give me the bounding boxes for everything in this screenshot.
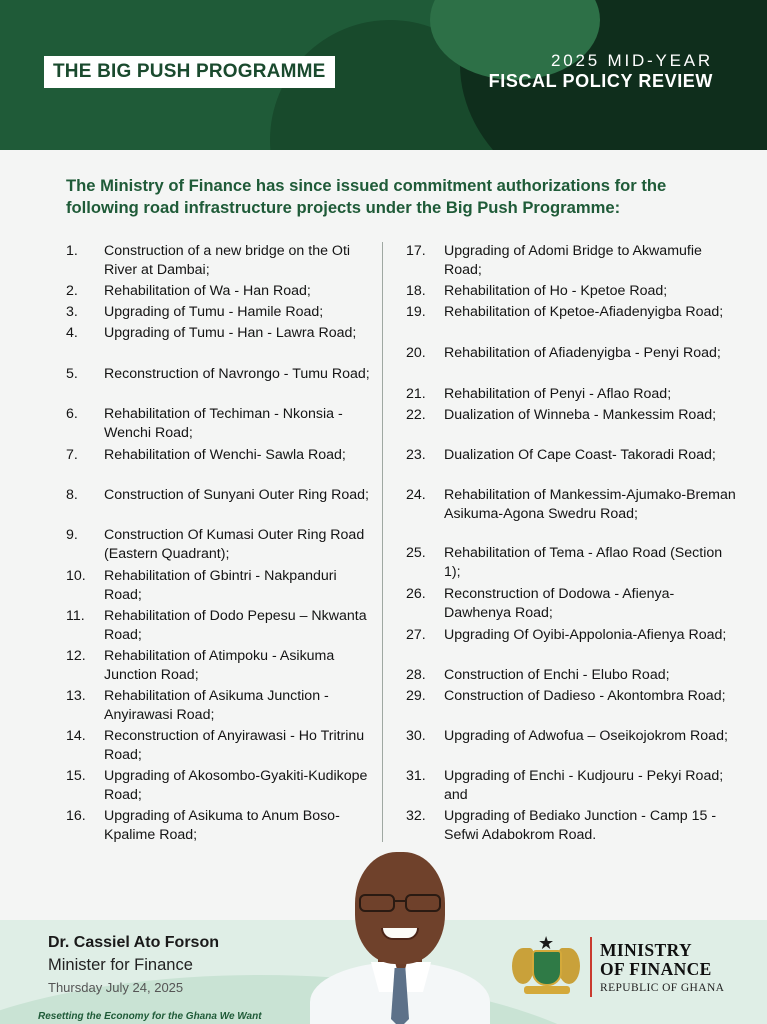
item-number: 29. (406, 688, 426, 704)
list-item (406, 303, 723, 322)
item-number: 9. (66, 527, 78, 543)
item-text: Rehabilitation of Atimpoku - Asikuma Junction Road; (104, 648, 335, 683)
item-text: Rehabilitation of Wa - Han Road; (104, 283, 311, 299)
item-text: Rehabilitation of Dodo Pepesu – Nkwanta Road; (104, 608, 367, 643)
item-text: Upgrading of Adwofua – Oseikojokrom Road; (444, 728, 728, 744)
list-item (406, 666, 670, 685)
item-text: Construction of Dadieso - Akontombra Road; (444, 688, 726, 704)
item-number: 2. (66, 283, 78, 299)
item-text: Dualization Of Cape Coast- Takoradi Road; (444, 447, 716, 463)
crest-base (524, 986, 570, 994)
item-number: 1. (66, 243, 78, 259)
item-number: 6. (66, 406, 78, 422)
item-text: Dualization of Winneba - Mankessim Road; (444, 407, 717, 423)
item-text: Construction of Sunyani Outer Ring Road; (104, 487, 369, 503)
list-item (406, 242, 736, 279)
list-item (66, 607, 371, 644)
list-item (406, 727, 728, 746)
item-number: 26. (406, 586, 426, 602)
star-icon: ★ (538, 933, 555, 953)
header-banner (0, 0, 767, 150)
slogan: Resetting the Economy for the Ghana We Want (38, 1011, 262, 1022)
item-number: 15. (66, 768, 86, 784)
minister-portrait (290, 850, 510, 1024)
item-text: Upgrading of Bediako Junction - Camp 15 - Sefwi Adabokrom Road. (444, 808, 717, 843)
item-text: Upgrading of Tumu - Hamile Road; (104, 304, 324, 320)
item-number: 14. (66, 728, 86, 744)
item-number: 19. (406, 304, 426, 320)
column-divider (382, 242, 383, 842)
item-number: 17. (406, 243, 426, 259)
item-number: 31. (406, 768, 426, 784)
list-item (66, 526, 371, 563)
list-item (66, 486, 369, 505)
item-number: 28. (406, 667, 426, 683)
item-number: 7. (66, 447, 78, 463)
item-number: 4. (66, 325, 78, 341)
list-item (66, 767, 371, 804)
list-item (66, 807, 371, 844)
item-text: Rehabilitation of Techiman - Nkonsia - Wenchi Road; (104, 406, 343, 441)
list-item (406, 585, 736, 622)
item-text: Construction of Enchi - Elubo Road; (444, 667, 670, 683)
list-item (406, 446, 716, 465)
list-item (66, 647, 371, 684)
item-number: 30. (406, 728, 426, 744)
minister-title: Minister for Finance (48, 956, 193, 974)
item-number: 12. (66, 648, 86, 664)
list-item (66, 324, 356, 343)
review-year: 2025 MID-YEAR (550, 51, 713, 70)
minister-name: Dr. Cassiel Ato Forson (48, 934, 219, 951)
item-number: 23. (406, 447, 426, 463)
list-item (66, 687, 371, 724)
item-text: Upgrading of Enchi - Kudjouru - Pekyi Road; and (444, 768, 724, 803)
item-text: Rehabilitation of Afiadenyigba - Penyi Road; (444, 345, 721, 361)
ministry-logo-line1: MINISTRY (600, 940, 693, 960)
item-text: Upgrading of Adomi Bridge to Akwamufie Road; (444, 243, 702, 278)
list-item (66, 365, 370, 384)
coat-of-arms-icon (510, 934, 582, 1000)
list-item (406, 282, 667, 301)
item-text: Rehabilitation of Kpetoe-Afiadenyigba Road; (444, 304, 724, 320)
ministry-logo-line3: REPUBLIC OF GHANA (600, 982, 725, 994)
item-number: 16. (66, 808, 86, 824)
item-number: 20. (406, 345, 426, 361)
list-item (406, 807, 736, 844)
item-number: 5. (66, 366, 78, 382)
item-number: 13. (66, 688, 86, 704)
item-number: 8. (66, 487, 78, 503)
item-text: Reconstruction of Navrongo - Tumu Road; (104, 366, 370, 382)
glasses (357, 894, 443, 914)
list-item (406, 544, 736, 581)
item-text: Reconstruction of Anyirawasi - Ho Tritrinu Road; (104, 728, 365, 763)
item-number: 3. (66, 304, 78, 320)
lens (359, 894, 395, 912)
shield-icon (532, 950, 562, 986)
list-item (406, 486, 736, 523)
list-item (406, 626, 726, 645)
list-item (66, 242, 371, 279)
list-item (66, 567, 371, 604)
eagle-supporter (512, 948, 534, 984)
item-text: Rehabilitation of Asikuma Junction - Anyirawasi Road; (104, 688, 329, 723)
item-text: Upgrading of Asikuma to Anum Boso-Kpalime Road; (104, 808, 340, 843)
intro-text: The Ministry of Finance has since issued commitment authorizations for the following road infrastructure projects under the Big Push Programme: (66, 176, 667, 217)
list-item (406, 406, 716, 425)
item-text: Upgrading Of Oyibi-Appolonia-Afienya Road; (444, 627, 727, 643)
lens (405, 894, 441, 912)
item-text: Reconstruction of Dodowa - Afienya-Dawhenya Road; (444, 586, 675, 621)
smile (381, 928, 419, 940)
item-number: 18. (406, 283, 426, 299)
item-text: Rehabilitation of Gbintri - Nakpanduri Road; (104, 568, 337, 603)
item-number: 32. (406, 808, 426, 824)
item-text: Upgrading of Akosombo-Gyakiti-Kudikope Road; (104, 768, 368, 803)
item-text: Upgrading of Tumu - Han - Lawra Road; (104, 325, 357, 341)
item-text: Rehabilitation of Mankessim-Ajumako-Breman Asikuma-Agona Swedru Road; (444, 487, 736, 522)
list-item (66, 405, 371, 442)
item-text: Rehabilitation of Penyi - Aflao Road; (444, 386, 672, 402)
main-content (0, 150, 767, 920)
item-number: 24. (406, 487, 426, 503)
ministry-logo-line2: OF FINANCE (600, 959, 712, 979)
logo-divider (590, 937, 592, 997)
item-number: 10. (66, 568, 86, 584)
list-item (406, 385, 671, 404)
item-number: 21. (406, 386, 426, 402)
item-number: 11. (66, 608, 85, 624)
item-text: Rehabilitation of Tema - Aflao Road (Section 1); (444, 545, 723, 580)
list-item (66, 282, 311, 301)
list-item (406, 767, 736, 804)
item-text: Rehabilitation of Wenchi- Sawla Road; (104, 447, 346, 463)
glasses-bridge (395, 900, 405, 902)
list-item (66, 446, 346, 465)
review-title: FISCAL POLICY REVIEW (488, 71, 713, 91)
list-item (406, 344, 721, 363)
date-text: Thursday July 24, 2025 (48, 980, 184, 995)
programme-title: THE BIG PUSH PROGRAMME (44, 56, 335, 88)
list-item (406, 687, 726, 706)
list-item (66, 303, 323, 322)
list-item (66, 727, 371, 764)
item-number: 27. (406, 627, 426, 643)
item-text: Rehabilitation of Ho - Kpetoe Road; (444, 283, 668, 299)
item-text: Construction Of Kumasi Outer Ring Road (Eastern Quadrant); (104, 527, 365, 562)
item-number: 22. (406, 407, 426, 423)
item-text: Construction of a new bridge on the Oti River at Dambai; (104, 243, 351, 278)
item-number: 25. (406, 545, 426, 561)
